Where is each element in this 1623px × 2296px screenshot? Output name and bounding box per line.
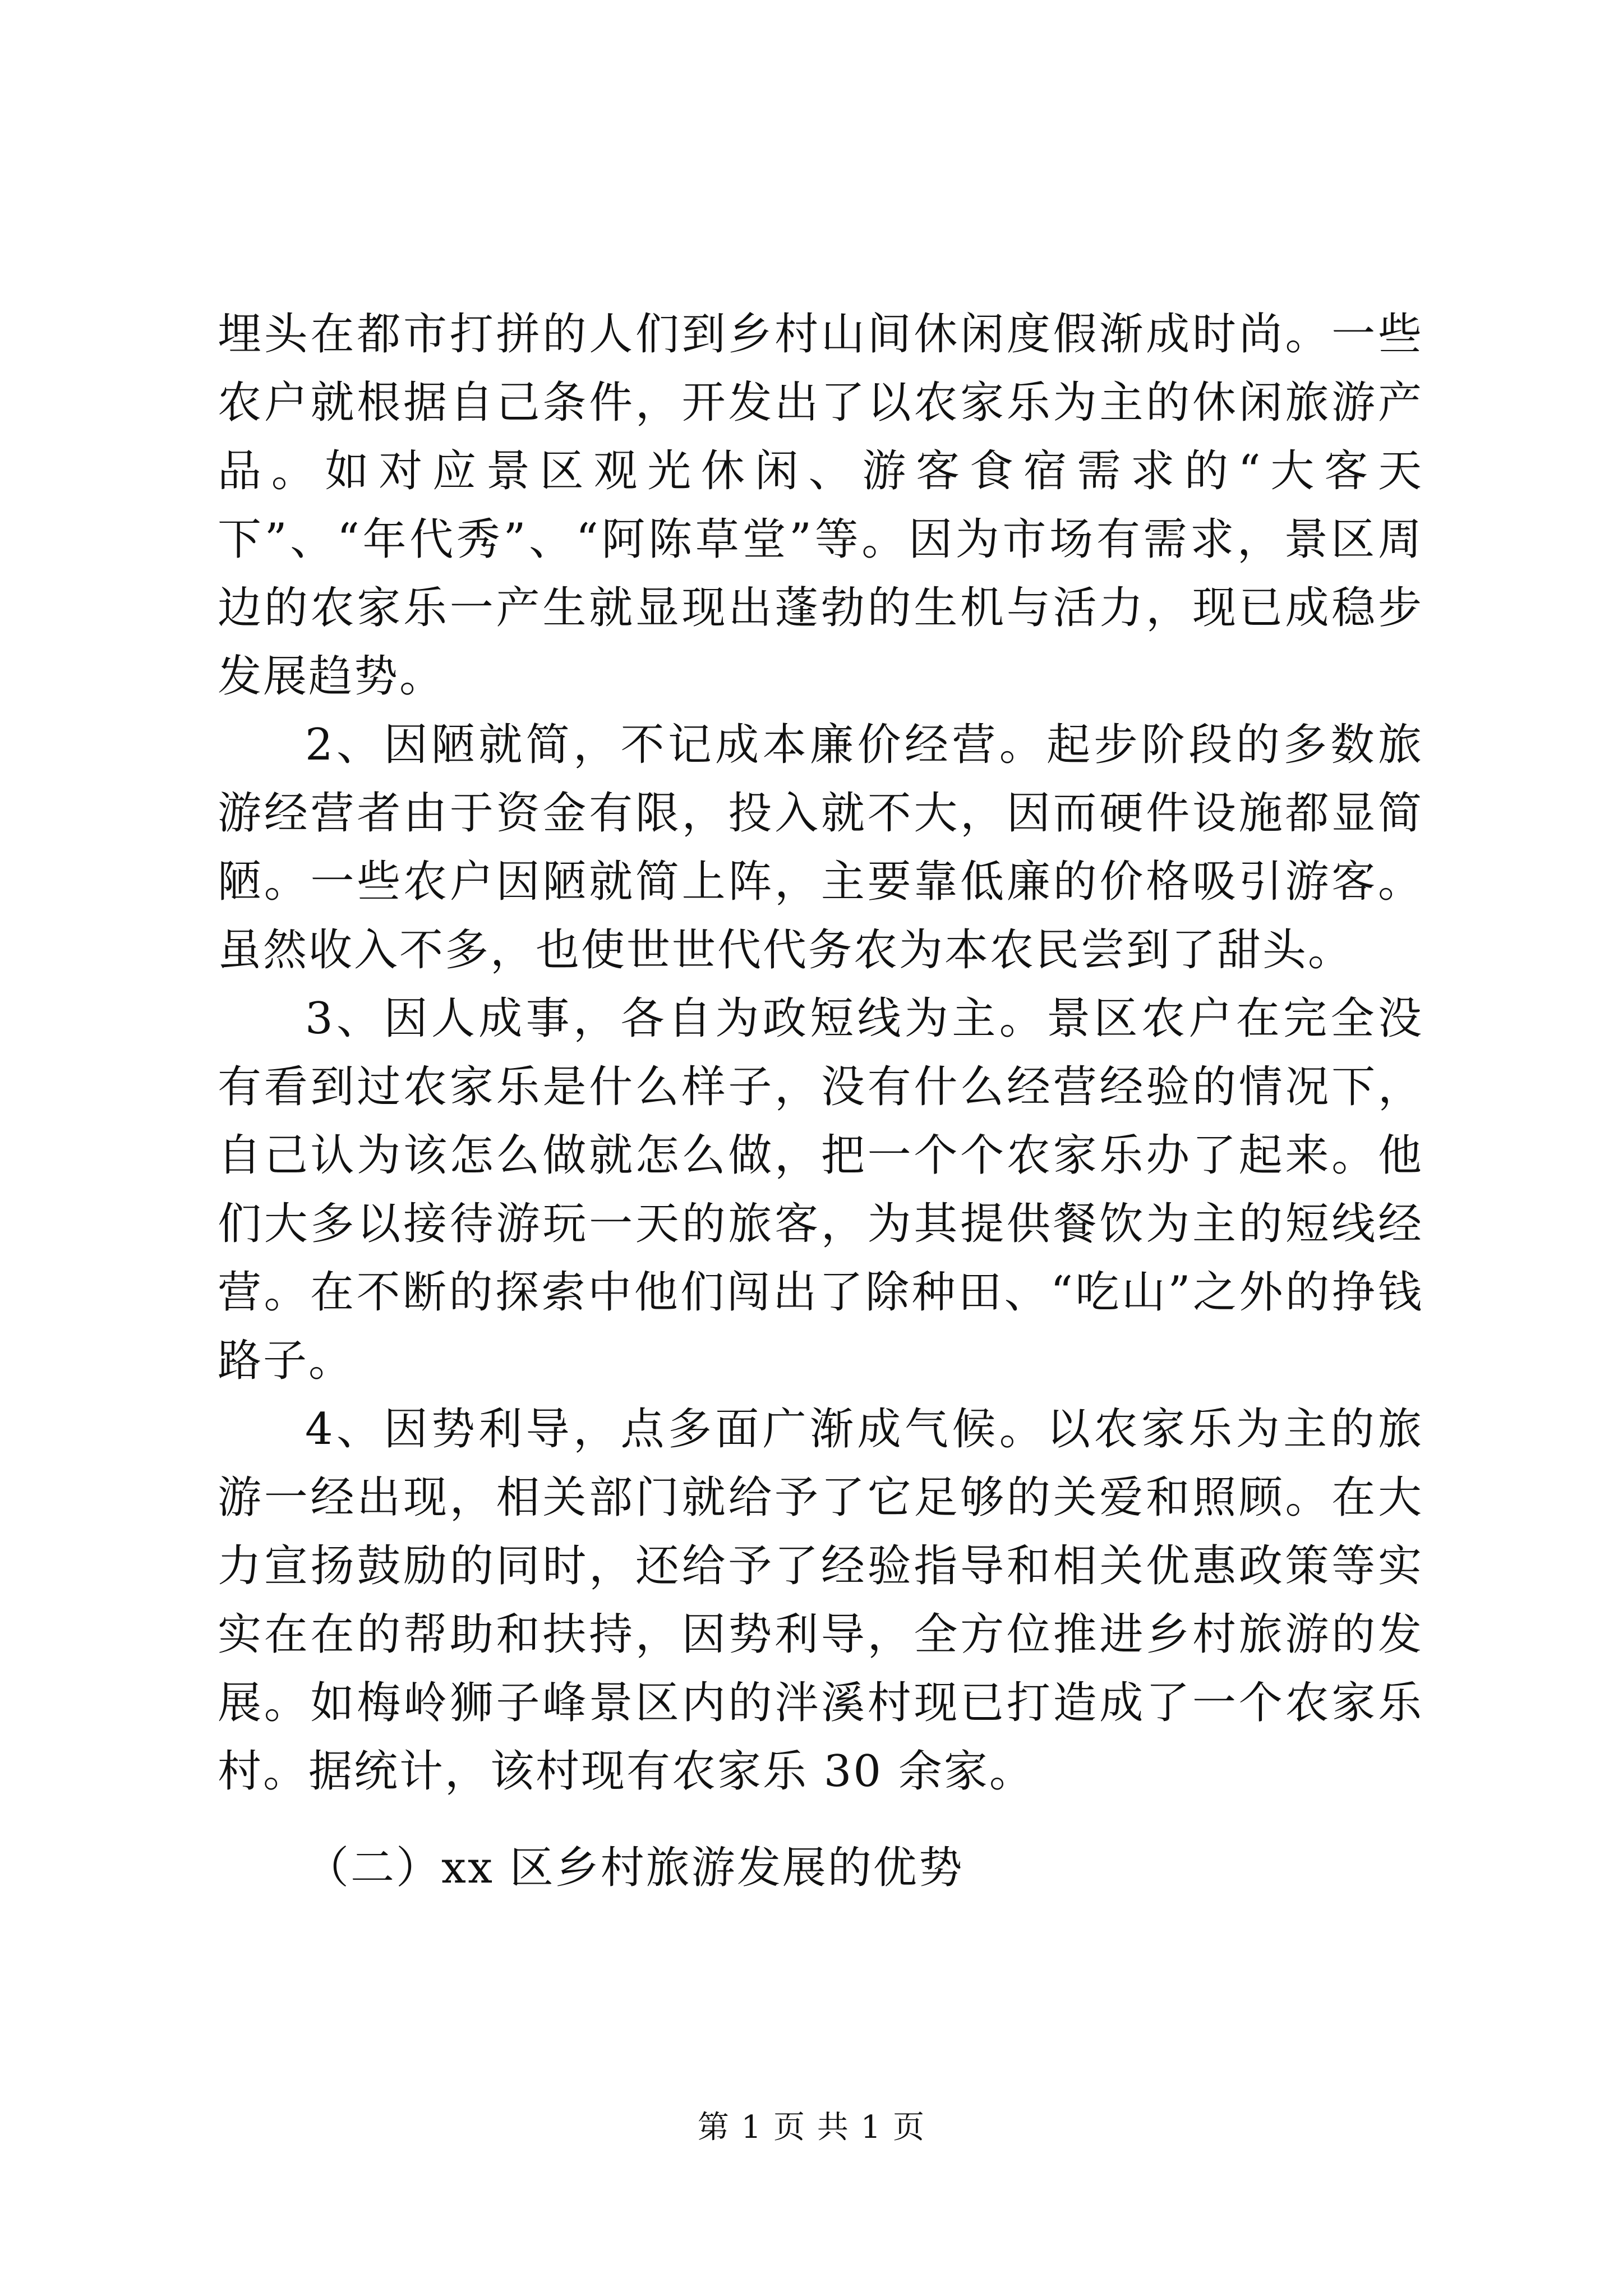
- paragraph-item-3: 3、因人成事，各自为政短线为主。景区农户在完全没有看到过农家乐是什么样子，没有什么经营经验的情况下，自己认为该怎么做就怎么做，把一个个农家乐办了起来。他们大多以接待游玩一天的旅客，为其提供餐饮为主的短线经营。在不断的探索中他们闯出了除种田、“吃山”之外的挣钱路子。: [218, 993, 1423, 1386]
- paragraph-item-4: 4、因势利导，点多面广渐成气候。以农家乐为主的旅游一经出现，相关部门就给予了它足够的关爱和照顾。在大力宣扬鼓励的同时，还给予了经验指导和相关优惠政策等实实在在的帮助和扶持，因势利导，全方位推进乡村旅游的发展。如梅岭狮子峰景区内的泮溪村现已打造成了一个农家乐村。据统计，该村现有农家乐 30 余家。: [218, 1404, 1423, 1797]
- paragraph-item-2: 2、因陋就简，不记成本廉价经营。起步阶段的多数旅游经营者由于资金有限，投入就不大，因而硬件设施都显简陋。一些农户因陋就简上阵，主要靠低廉的价格吸引游客。虽然收入不多，也使世世代代务农为本农民尝到了甜头。: [218, 720, 1423, 976]
- page-footer: 第 1 页 共 1 页: [697, 2109, 926, 2146]
- paragraph-continuation: 埋头在都市打拼的人们到乡村山间休闲度假渐成时尚。一些农户就根据自己条件，开发出了以农家乐为主的休闲旅游产品。如对应景区观光休闲、游客食宿需求的“大客天下”、“年代秀”、“阿陈草堂”等。因为市场有需求，景区周边的农家乐一产生就显现出蓬勃的生机与活力，现已成稳步发展趋势。: [218, 309, 1423, 702]
- document-body: [218, 300, 1423, 1902]
- section-heading: （二）xx 区乡村旅游发展的优势: [305, 1843, 964, 1893]
